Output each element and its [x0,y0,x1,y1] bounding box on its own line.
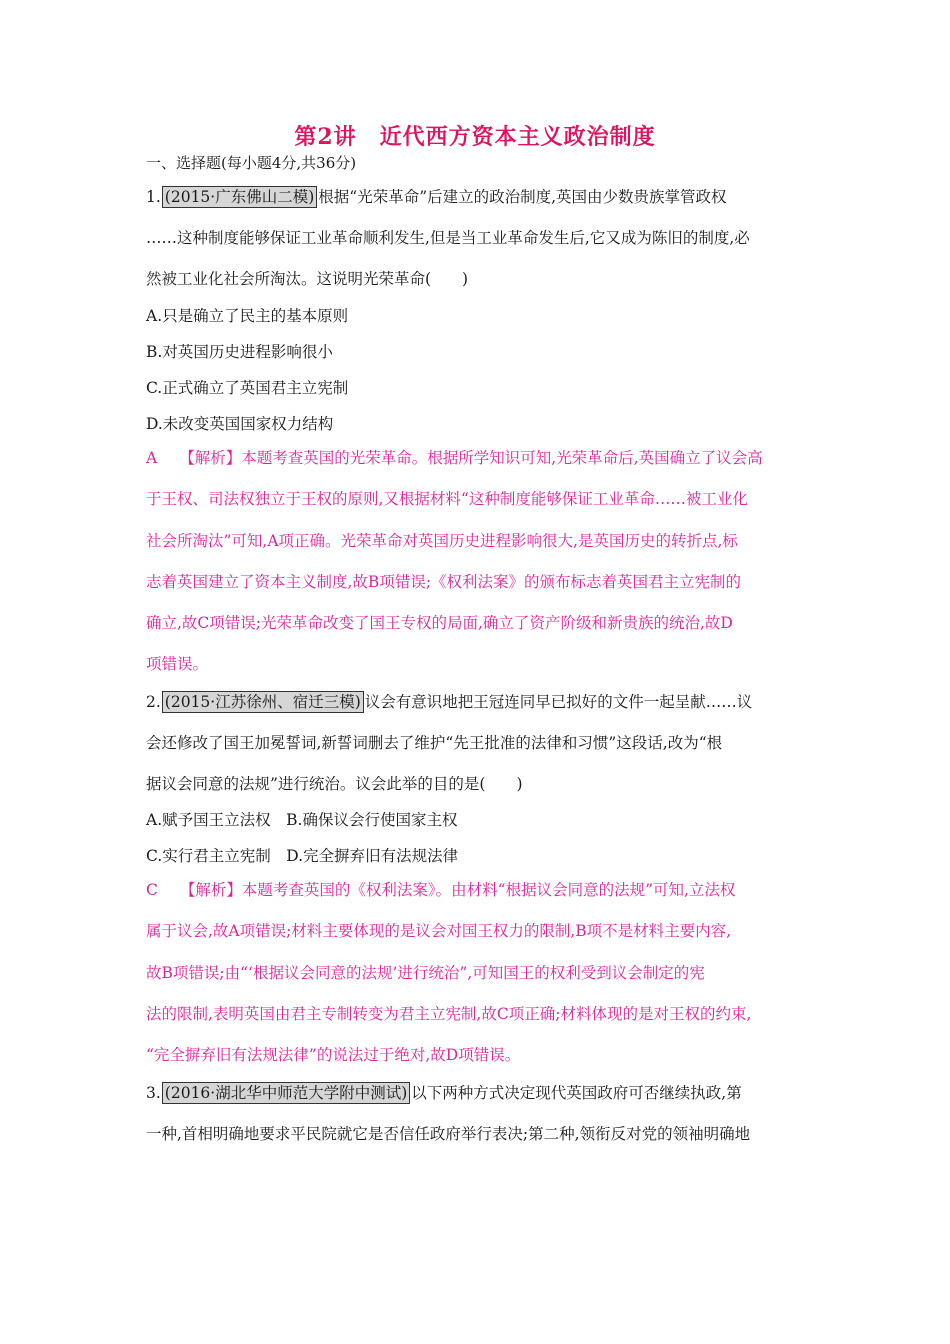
question-number: 3. [146,1084,161,1102]
option-d: D.未改变英国国家权力结构 [146,415,334,433]
analysis-label: 【解析】 [179,449,242,467]
question-1-options [146,298,808,442]
option-b: B.对英国历史进程影响很小 [146,343,333,361]
analysis-line: 项错误。 [146,655,209,674]
analysis-line: “完全摒弃旧有法规法律”的说法过于绝对,故D项错误。 [146,1046,521,1065]
option-c: C.实行君主立宪制 [146,847,271,865]
analysis-line: 属于议会,故A项错误;材料主要体现的是议会对国王权力的限制,B项不是材料主要内容, [146,922,732,941]
option-a: A.赋予国王立法权 [146,811,271,829]
answer-letter: A [146,449,158,467]
analysis-line: 社会所淘汰”可知,A项正确。光荣革命对英国历史进程影响很大,是英国历史的转折点,标 [146,531,738,550]
analysis-line [146,438,808,479]
question-2-analysis [146,870,808,1076]
option-row-cd [146,838,808,874]
question-2-stem-line-1 [146,682,808,723]
section-heading: 一、选择题(每小题4分,共36分) [146,154,357,172]
option-a: A.只是确立了民主的基本原则 [146,307,349,325]
analysis-text: 本题考查英国的光荣革命。根据所学知识可知,光荣革命后,英国确立了议会高 [241,449,763,467]
question-text: 根据“光荣革命”后建立的政治制度,英国由少数贵族掌管政权 [318,188,727,206]
analysis-line: 法的限制,表明英国由君主专制转变为君主立宪制,故C项正确;材料体现的是对王权的约束, [146,1004,752,1023]
option-d: D.完全摒弃旧有法规法律 [286,847,459,865]
question-3-stem-line-2: 一种,首相明确地要求平民院就它是否信任政府举行表决;第二种,领衔反对党的领袖明确地 [146,1125,751,1143]
analysis-line: 于王权、司法权独立于王权的原则,又根据材料“这种制度能够保证工业革命……被工业化 [146,490,748,509]
question-1-stem-line-1 [146,177,808,218]
option-row-ab [146,802,808,838]
analysis-text: 本题考查英国的《权利法案》。由材料“根据议会同意的法规”可知,立法权 [241,881,736,899]
analysis-line [146,870,808,911]
question-2-stem-line-2: 会还修改了国王加冕誓词,新誓词删去了维护“先王批准的法律和习惯”这段话,改为“根 [146,734,723,752]
option-c: C.正式确立了英国君主立宪制 [146,379,349,397]
option-b: B.确保议会行使国家主权 [286,811,458,829]
question-2-stem-line-3: 据议会同意的法规”进行统治。议会此举的目的是( ) [146,775,523,793]
question-number: 2. [146,693,161,711]
question-3 [146,1073,808,1155]
question-text: 议会有意识地把王冠连同早已拟好的文件一起呈献……议 [364,693,753,711]
question-1-stem-line-3: 然被工业化社会所淘汰。这说明光荣革命( ) [146,270,469,288]
page-title: 第2讲 近代西方资本主义政治制度 [294,124,656,150]
question-text: 以下两种方式决定现代英国政府可否继续执政,第 [411,1084,742,1102]
question-1-analysis [146,438,808,686]
analysis-line: 志着英国建立了资本主义制度,故B项错误;《权利法案》的颁布标志着英国君主立宪制的 [146,572,742,591]
question-number: 1. [146,188,161,206]
question-2-options [146,802,808,874]
question-1 [146,177,808,300]
source-tag: (2015·江苏徐州、宿迁三模) [162,691,364,713]
question-1-stem-line-2: ……这种制度能够保证工业革命顺利发生,但是当工业革命发生后,它又成为陈旧的制度,必 [146,229,750,247]
source-tag: (2015·广东佛山二模) [162,186,317,208]
answer-letter: C [146,881,158,899]
source-tag: (2016·湖北华中师范大学附中测试) [162,1082,410,1104]
analysis-line: 确立,故C项错误;光荣革命改变了国王专权的局面,确立了资产阶级和新贵族的统治,故D [146,614,733,633]
analysis-line: 故B项错误;由“‘根据议会同意的法规’进行统治”,可知国王的权利受到议会制定的宪 [146,963,705,982]
question-2 [146,682,808,805]
analysis-label: 【解析】 [179,881,242,899]
question-3-stem-line-1 [146,1073,808,1114]
